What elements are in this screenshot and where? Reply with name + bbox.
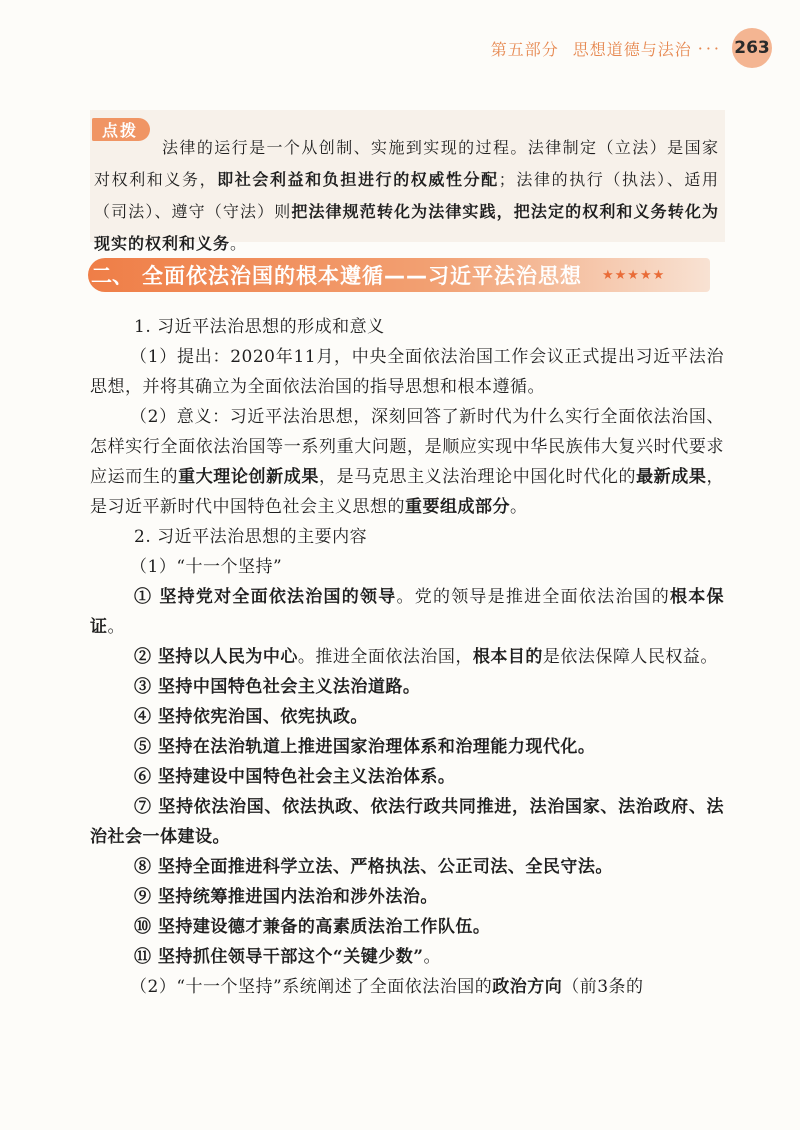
list-item: ⑩ 坚持建设德才兼备的高素质法治工作队伍。	[134, 917, 491, 937]
tip-box	[90, 110, 725, 253]
list-item: ④ 坚持依宪治国、依宪执政。	[134, 707, 368, 727]
subheading-3: （1）“十一个坚持”	[130, 557, 283, 577]
tip-text: 法律的运行是一个从创制、实施到实现的过程。法律制定（立法）是国家对权利和义务，即社会利益和负担进行的权威性分配；法律的执行（执法）、适用（司法）、遵守（守法）则把法律规范转化为法律实践，把法定的权利和义务转化为现实的权利和义务。	[94, 138, 719, 253]
list-item: ⑤ 坚持在法治轨道上推进国家治理体系和治理能力现代化。	[134, 737, 596, 757]
subheading-2: 2. 习近平法治思想的主要内容	[134, 527, 368, 547]
list-item: ⑨ 坚持统筹推进国内法治和涉外法治。	[134, 887, 438, 907]
paragraph-significance: （2）意义：习近平法治思想，深刻回答了新时代为什么实行全面依法治国、怎样实行全面依法治国等一系列重大问题，是顺应实现中华民族伟大复兴时代要求应运而生的重大理论创新成果，是马克思主义法治理论中国化时代化的最新成果，是习近平新时代中国特色社会主义思想的重要组成部分。	[90, 407, 725, 517]
list-item: ① 坚持党对全面依法治国的领导。党的领导是推进全面依法治国的根本保证。	[90, 587, 725, 637]
header-subject: 思想道德与法治	[572, 39, 692, 59]
list-item: ⑧ 坚持全面推进科学立法、严格执法、公正司法、全民守法。	[134, 857, 613, 877]
subheading-1: 1. 习近平法治思想的形成和意义	[134, 317, 385, 337]
page-number: 263	[732, 28, 772, 68]
list-item: ③ 坚持中国特色社会主义法治道路。	[134, 677, 421, 697]
page-header	[491, 28, 772, 68]
paragraph-proposal: （1）提出：2020年11月，中央全面依法治国工作会议正式提出习近平法治思想，并将其确立为全面依法治国的指导思想和根本遵循。	[90, 347, 724, 397]
list-item: ② 坚持以人民为中心。推进全面依法治国，根本目的是依法保障人民权益。	[134, 647, 718, 667]
header-part: 第五部分	[490, 39, 559, 59]
header-dots: ···	[697, 38, 722, 58]
list-item: ⑪ 坚持抓住领导干部这个“关键少数”。	[134, 947, 441, 967]
tip-badge: 点拨	[92, 118, 150, 141]
header-chapter	[491, 37, 692, 60]
paragraph-summary: （2）“十一个坚持”系统阐述了全面依法治国的政治方向（前3条的	[130, 977, 644, 997]
section-title: 全面依法治国的根本遵循——习近平法治思想	[142, 264, 582, 288]
section-number: 二、	[91, 264, 133, 288]
body-text	[90, 312, 724, 1002]
list-item: ⑥ 坚持建设中国特色社会主义法治体系。	[134, 767, 456, 787]
importance-stars-icon: ★★★★★	[602, 267, 666, 283]
section-heading	[88, 258, 710, 292]
list-item: ⑦ 坚持依法治国、依法执政、依法行政共同推进，法治国家、法治政府、法治社会一体建设。	[90, 797, 725, 847]
